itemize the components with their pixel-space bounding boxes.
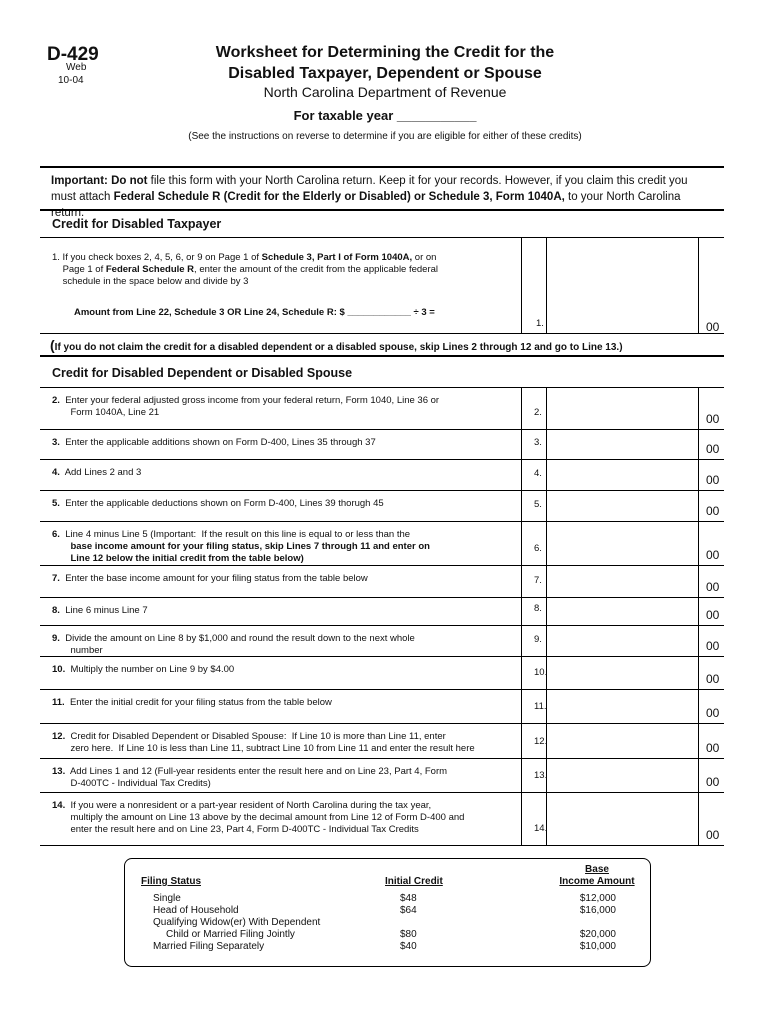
line-num: 6. [52,529,60,540]
line-cents: 00 [706,580,720,594]
department-name: North Carolina Department of Revenue [263,84,507,100]
line1-text-c: or on [412,252,437,263]
line-text [52,467,512,479]
divider [40,597,724,598]
divider [40,689,724,690]
line-cents: 00 [706,608,720,622]
line-text [52,529,512,565]
line-number: 7. [534,575,542,586]
skip-note-paren: ( [50,337,55,353]
box-border [698,387,699,845]
line-cents: 00 [706,473,720,487]
form-date: 10-04 [58,75,84,86]
divider [40,166,724,168]
line-text [52,573,512,585]
line-cents: 00 [706,741,720,755]
line-number: 9. [534,634,542,645]
divider [40,656,724,657]
line-num: 2. [52,395,60,406]
line-cents: 00 [706,412,720,426]
page-title-line2: Disabled Taxpayer, Dependent or Spouse [228,65,542,82]
line-cents: 00 [706,775,720,789]
line-cents: 00 [706,548,720,562]
line1-text [52,252,512,288]
divider [40,209,724,211]
filing-status-cell: Married Filing Separately [153,941,265,952]
form-number: D-429 [47,44,99,65]
header-filing-status: Filing Status [141,876,201,887]
box-border [546,237,547,333]
divider [40,792,724,793]
line-number: 3. [534,437,542,448]
instructions-note: (See the instructions on reverse to determine if you are eligible for either of these credits) [188,131,582,142]
line1-text-d: Page 1 of [62,264,106,275]
line-cents: 00 [706,672,720,686]
base-income-cell: $12,000 [579,893,616,904]
line-cents: 00 [706,828,720,842]
line-text-part: base income amount for your filing status, skip Lines 7 through 11 and enter on [52,541,430,552]
important-bold-ref: Federal Schedule R (Credit for the Elderly or Disabled) or Schedule 3, Form 1040A, [113,191,565,203]
box-border [698,237,699,333]
important-text1: file this form with your North Carolina return. Keep it for your records. However, if you claim this credit you must attach [51,175,688,203]
divider [40,723,724,724]
line-text-part: If you were a nonresident or a part-year resident of North Carolina during the tax year, [65,800,432,811]
header-base-line2: Income Amount [559,876,635,887]
section-title-disabled-dependent: Credit for Disabled Dependent or Disabled Spouse [52,366,353,380]
taxable-year-label: For taxable year ___________ [293,108,477,123]
line-text-part: Add Lines 1 and 12 (Full-year residents enter the result here and on Line 23, Part 4, Form [65,766,448,777]
line-num: 5. [52,498,60,509]
important-notice [51,173,711,221]
line-num: 3. [52,437,60,448]
line-cents: 00 [706,442,720,456]
line-num: 9. [52,633,60,644]
line1-text-a: 1. If you check boxes 2, 4, 5, 6, or 9 on Page 1 of [52,252,262,263]
line-text-part: Divide the amount on Line 8 by $1,000 and round the result down to the next whole [59,633,415,644]
line1-text-b: Schedule 3, Part I of Form 1040A, [261,252,413,263]
base-income-cell: $10,000 [579,941,616,952]
line-text-part: Multiply the number on Line 9 by $4.00 [65,664,235,675]
line-num: 13. [52,766,66,777]
line-num: 10. [52,664,66,675]
line-text-part: number [52,645,103,656]
line-number: 8. [534,603,542,614]
line1-amount-label: Amount from Line 22, Schedule 3 OR Line 24, Schedule R: $ ____________ ÷ 3 = [74,307,435,318]
line-text-part: Enter the base income amount for your filing status from the table below [59,573,368,584]
filing-status-cell: Qualifying Widow(er) With Dependent [153,917,321,928]
line1-text-g: schedule in the space below and divide by 3 [62,276,249,287]
line-text-part: Enter your federal adjusted gross income from your federal return, Form 1040, Line 36 or [59,395,440,406]
important-do-not: Do not [111,175,148,187]
line-cents: 00 [706,504,720,518]
section-title-disabled-taxpayer: Credit for Disabled Taxpayer [52,217,222,231]
filing-status-cell: Head of Household [153,905,239,916]
page-title-line1: Worksheet for Determining the Credit for the [215,44,555,61]
line-text [52,800,512,836]
line-num: 14. [52,800,66,811]
line-text [52,664,512,676]
line-text [52,605,512,617]
initial-credit-cell: $80 [400,929,417,940]
important-lead: Important: [51,175,108,187]
base-income-cell: $20,000 [579,929,616,940]
line-text-part: multiply the amount on Line 13 above by the decimal amount from Line 12 of Form D-400 and [52,812,465,823]
line-text-part: Credit for Disabled Dependent or Disabled Spouse: If Line 10 is more than Line 11, enter [65,731,446,742]
line-num: 8. [52,605,60,616]
line-text-part: Enter the applicable deductions shown on Form D-400, Lines 39 thorugh 45 [59,498,384,509]
line-text [52,731,512,755]
line1-text-e: Federal Schedule R [105,264,195,275]
important-text2: to your North Carolina return. [51,191,681,219]
line-number: 10. [534,667,548,678]
line-text [52,498,512,510]
line-cents: 00 [706,706,720,720]
divider [40,387,724,388]
line-text-part: Enter the initial credit for your filing status from the table below [64,697,332,708]
filing-status-cell: Child or Married Filing Jointly [166,929,295,940]
divider [40,459,724,460]
line-num: 12. [52,731,66,742]
line1-cents: 00 [706,320,720,334]
line-number: 13. [534,770,548,781]
line-text-part: D-400TC - Individual Tax Credits) [52,778,211,789]
box-border [521,387,522,845]
divider [40,237,724,238]
divider [40,490,724,491]
initial-credit-cell: $64 [400,905,417,916]
line-text-part: Line 6 minus Line 7 [59,605,148,616]
box-border [521,237,522,333]
line-text-part: Line 12 below the initial credit from the table below) [52,553,304,564]
divider [40,429,724,430]
divider [40,758,724,759]
line-number: 6. [534,543,542,554]
line-text [52,437,512,449]
line-number: 11. [534,701,547,712]
line-text-part: Enter the applicable additions shown on Form D-400, Lines 35 through 37 [59,437,376,448]
divider [40,521,724,522]
line-num: 11. [52,697,65,708]
line-text-part: Line 4 minus Line 5 (Important: If the result on this line is equal to or less than the [59,529,411,540]
line-number: 5. [534,499,542,510]
divider [40,333,724,334]
initial-credit-cell: $48 [400,893,417,904]
header-initial-credit: Initial Credit [385,876,443,887]
line1-text-f: , enter the amount of the credit from the applicable federal [194,264,439,275]
line-number: 1. [536,318,544,329]
line-num: 7. [52,573,60,584]
line-text-part: Add Lines 2 and 3 [59,467,142,478]
divider [40,625,724,626]
line-text-part: zero here. If Line 10 is less than Line 11, subtract Line 10 from Line 11 and enter the result here [52,743,475,754]
divider [40,355,724,357]
divider [40,845,724,846]
line-text [52,697,512,709]
line-number: 14. [534,823,548,834]
line-text [52,766,512,790]
line-number: 2. [534,407,542,418]
line-cents: 00 [706,639,720,653]
line-number: 4. [534,468,542,479]
skip-note-text: If you do not claim the credit for a disabled dependent or a disabled spouse, skip Lines 2 through 12 and go to Line 13.) [54,342,623,353]
skip-note [50,337,623,353]
line-text-part: enter the result here and on Line 23, Part 4, Form D-400TC - Individual Tax Credits [52,824,419,835]
header-base-line1: Base [585,864,609,875]
line-number: 12. [534,736,548,747]
initial-credit-cell: $40 [400,941,417,952]
line-text [52,633,512,657]
base-income-cell: $16,000 [579,905,616,916]
line-text [52,395,512,419]
line-num: 4. [52,467,60,478]
filing-status-cell: Single [153,893,181,904]
divider [40,565,724,566]
web-label: Web [66,62,87,73]
line-text-part: Form 1040A, Line 21 [52,407,160,418]
